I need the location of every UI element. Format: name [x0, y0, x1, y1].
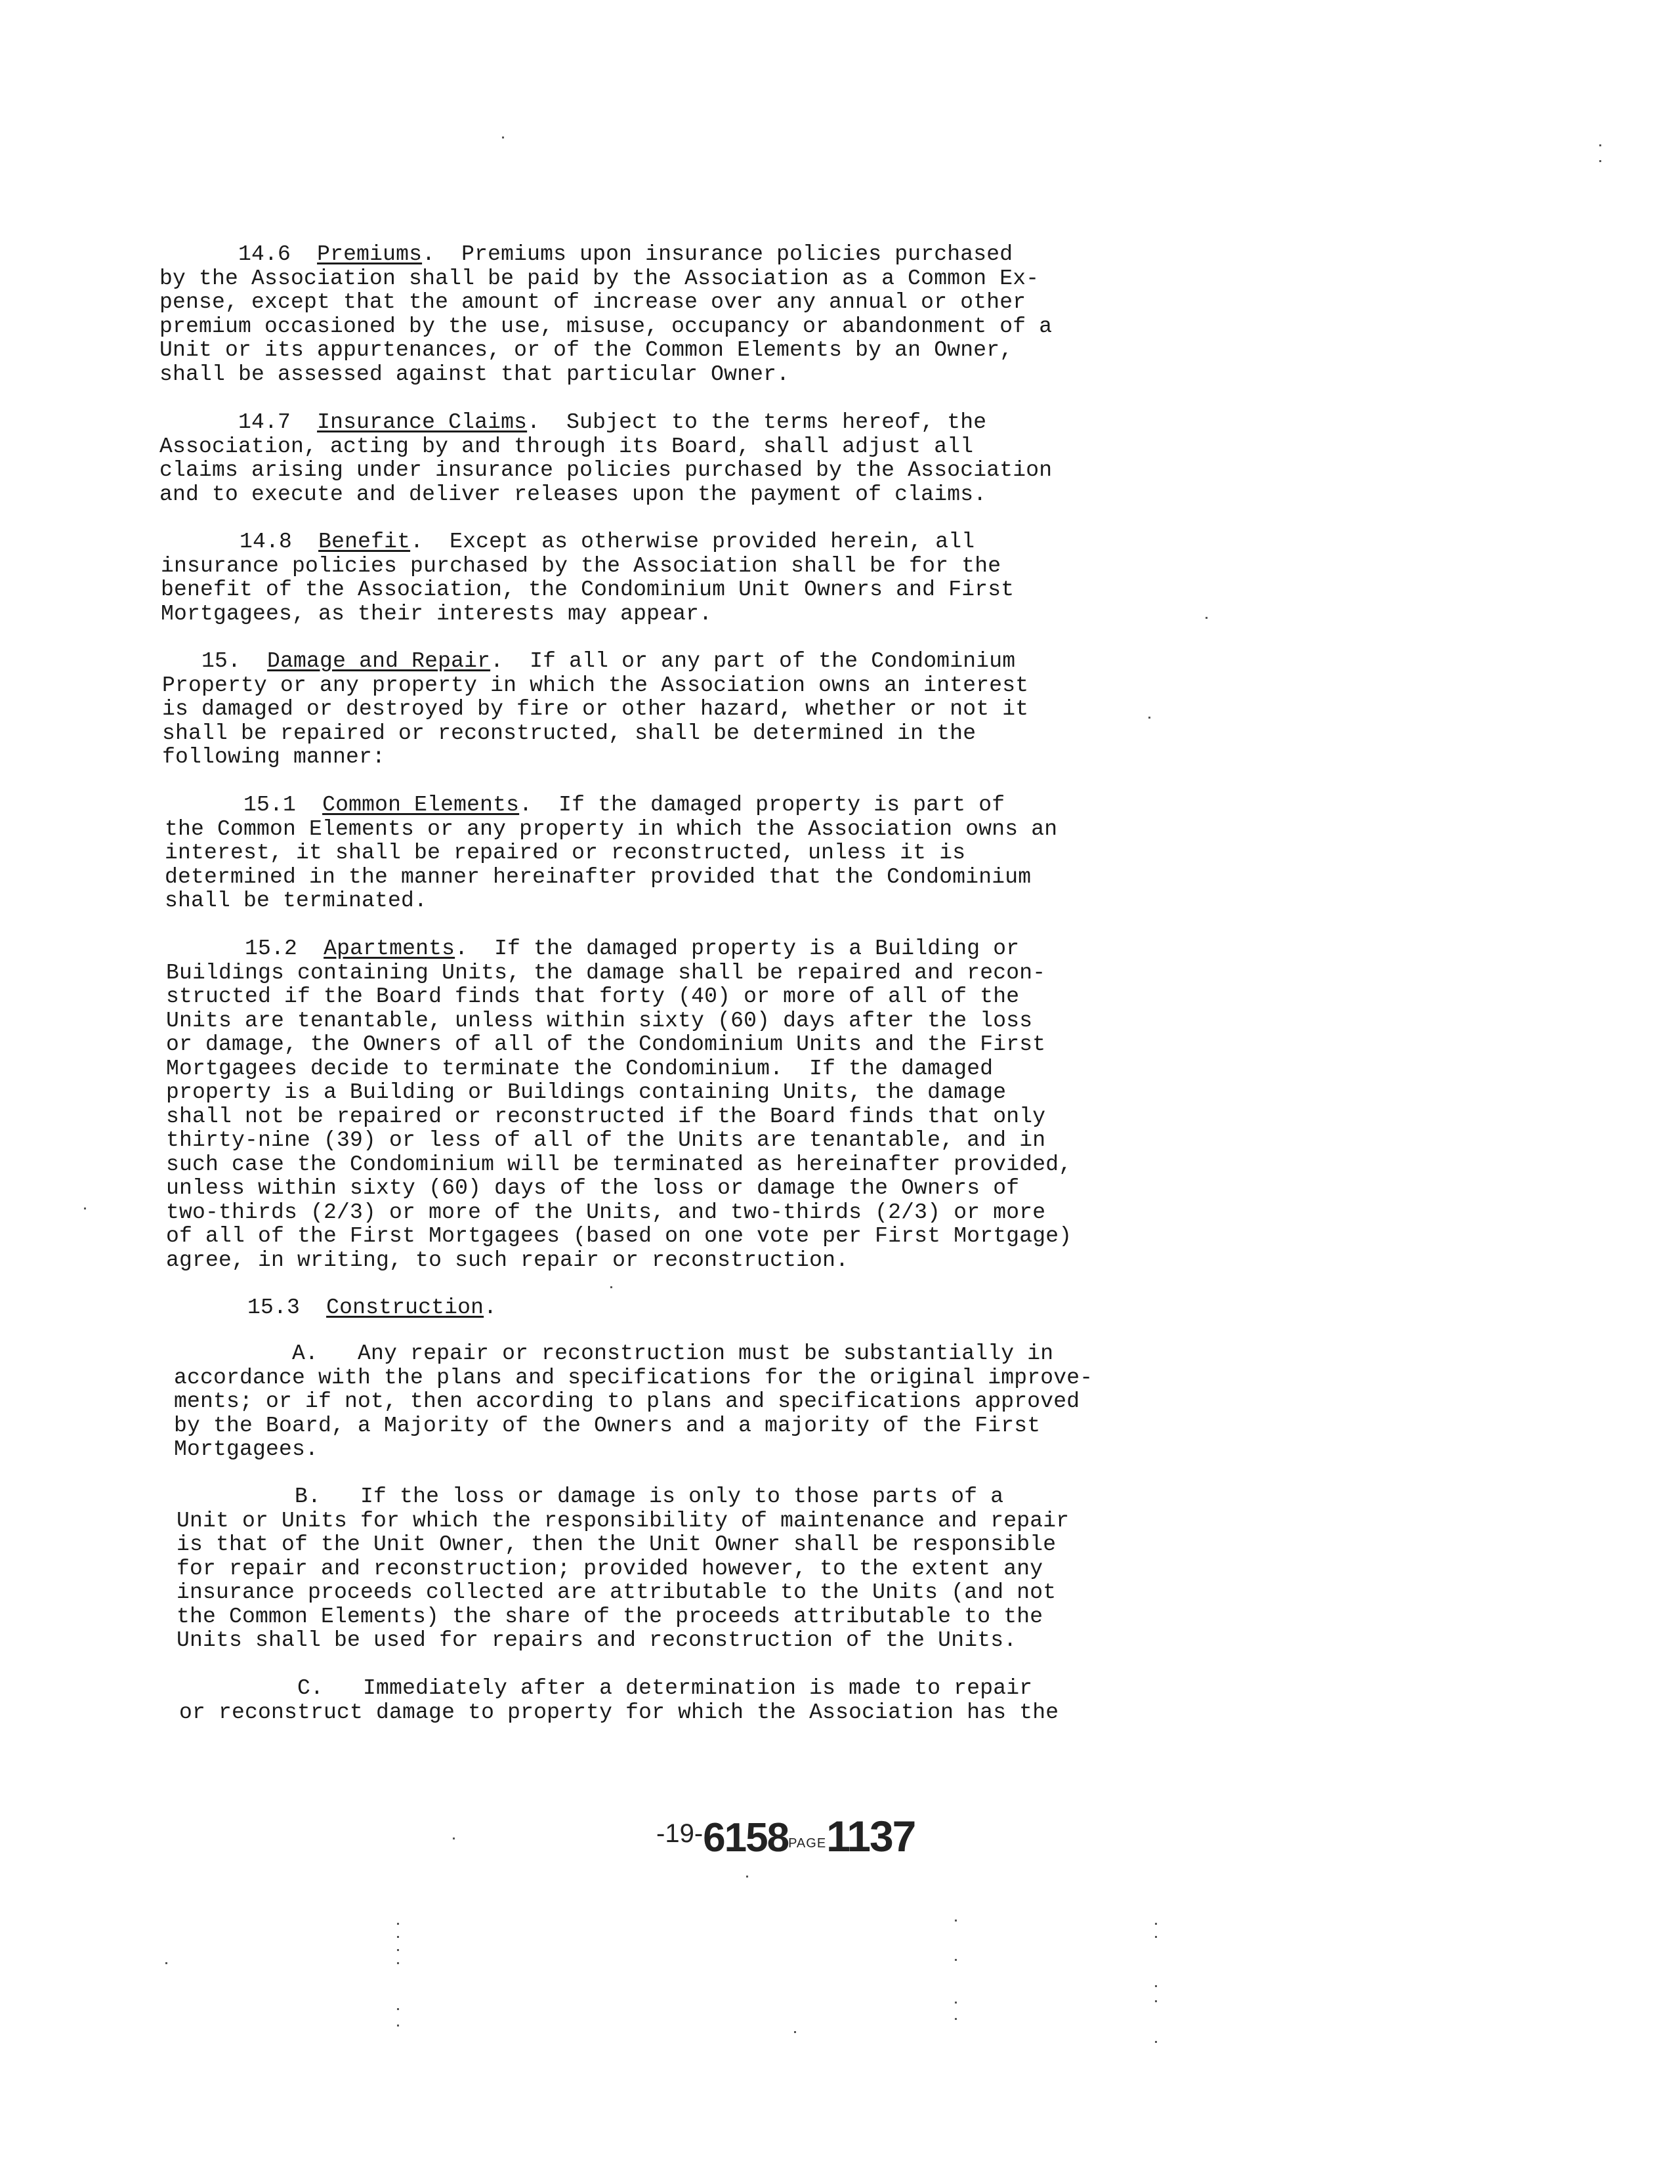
- scan-speck: [84, 1208, 86, 1209]
- para-15-3-a-line: ments; or if not, then according to plans and specifications approved: [174, 1389, 1080, 1414]
- scan-speck: [955, 2002, 957, 2004]
- para-15-line: shall be repaired or reconstructed, shall be determined in the: [162, 721, 976, 746]
- page-word: PAGE: [788, 1836, 827, 1851]
- scan-speck: [794, 2031, 796, 2033]
- para-15-line: is damaged or destroyed by fire or other hazard, whether or not it: [162, 697, 1029, 721]
- para-14-6-line: Unit or its appurtenances, or of the Common Elements by an Owner,: [159, 338, 1013, 362]
- scan-speck: [453, 1838, 455, 1839]
- para-15-3-a-line: by the Board, a Majority of the Owners and a majority of the First: [174, 1413, 1041, 1438]
- para-15-2-line: Mortgagees decide to terminate the Condominium. If the damaged: [166, 1056, 994, 1081]
- para-14-7-line: Association, acting by and through its Board, shall adjust all: [159, 434, 974, 459]
- scan-speck: [955, 1920, 957, 1922]
- para-14-6-line: shall be assessed against that particular Owner.: [159, 362, 790, 387]
- para-15-1-number: 15.1: [243, 793, 297, 817]
- para-15-2-line: such case the Condominium will be terminated as hereinafter provided,: [166, 1152, 1072, 1177]
- paragraph-14-8: 14.8 Benefit. Except as otherwise provided herein, all insurance policies purchased by the Association shall be for the benefit of the Association, the Condominium Unit Owners and First Mortgagees, as their interests may appear.: [161, 530, 1015, 626]
- para-15-3-b-line: Units shall be used for repairs and reconstruction of the Units.: [177, 1628, 1017, 1652]
- scan-speck: [397, 1936, 399, 1938]
- para-14-6-number: 14.6: [238, 242, 291, 266]
- para-15-1-line: the Common Elements or any property in which the Association owns an: [165, 816, 1058, 841]
- paragraph-15: 15. Damage and Repair. If all or any part of the Condominium Property or any property in which the Association owns an interest is damaged or destroyed by fire or other hazard, whether or not it shall be repaired or reconstructed, shall be determined in the following manner:: [162, 649, 1029, 769]
- paragraph-15-3-c: C. Immediately after a determination is made to repair or reconstruct damage to property for which the Association has the: [179, 1676, 1059, 1725]
- para-15-line: Property or any property in which the Association owns an interest: [162, 673, 1029, 698]
- page-number: 1137: [826, 1812, 915, 1860]
- para-15-2-line: structed if the Board finds that forty (40) or more of all of the: [166, 984, 1020, 1009]
- scan-speck: [1206, 617, 1208, 619]
- scan-speck: [397, 1949, 399, 1951]
- para-14-8-heading: Benefit: [318, 530, 411, 554]
- para-15-3-b-line: insurance proceeds collected are attributable to the Units (and not: [177, 1580, 1057, 1605]
- para-14-8-number: 14.8: [240, 530, 293, 554]
- scan-speck: [397, 2008, 399, 2010]
- para-15-3-a-number: A.: [292, 1341, 319, 1366]
- para-14-7-heading: Insurance Claims: [317, 410, 528, 434]
- para-15-2-line: thirty-nine (39) or less of all of the Units are tenantable, and in: [166, 1128, 1046, 1152]
- para-14-7-line: claims arising under insurance policies purchased by the Association: [159, 458, 1053, 482]
- para-15-2-line: unless within sixty (60) days of the loss or damage the Owners of: [166, 1176, 1020, 1200]
- para-15-3-c-line: or reconstruct damage to property for which the Association has the: [179, 1700, 1059, 1725]
- scan-speck: [610, 1286, 612, 1288]
- para-14-6-line: pense, except that the amount of increase over any annual or other: [159, 290, 1026, 314]
- paragraph-15-3: 15.3 Construction.: [247, 1295, 497, 1320]
- para-15-2-line: agree, in writing, to such repair or reconstruction.: [166, 1248, 849, 1272]
- paragraph-15-1: 15.1 Common Elements. If the damaged property is part of the Common Elements or any property in which the Association owns an interest, it shall be repaired or reconstructed, unless it is determined in the manner hereinafter provided that the Condominium shall be terminated.: [165, 793, 1058, 913]
- para-15-2-heading: Apartments: [324, 936, 455, 961]
- scan-speck: [1155, 2041, 1157, 2043]
- paragraph-15-3-b: B. If the loss or damage is only to those parts of a Unit or Units for which the responsibility of maintenance and repair is that of the Unit Owner, then the Unit Owner shall be responsible for repair and reconstruction; provided however, to the extent any insurance proceeds collected are attributable to the Units (and not the Common Elements) the share of the proceeds attributable to the Units shall be used for repairs and reconstruction of the Units.: [177, 1484, 1070, 1652]
- para-14-6-line: premium occasioned by the use, misuse, occupancy or abandonment of a: [159, 314, 1053, 339]
- para-14-6-heading: Premiums: [317, 242, 423, 266]
- scan-speck: [1155, 2000, 1157, 2002]
- para-14-8-line: Mortgagees, as their interests may appear.: [161, 601, 713, 626]
- scan-speck: [1599, 160, 1601, 162]
- scan-speck: [397, 1962, 399, 1964]
- scan-speck: [1155, 1923, 1157, 1925]
- para-14-7-number: 14.7: [238, 410, 291, 434]
- para-15-3-b-line: is that of the Unit Owner, then the Unit Owner shall be responsible: [177, 1532, 1057, 1557]
- paragraph-15-2: 15.2 Apartments. If the damaged property is a Building or Buildings containing Units, the damage shall be repaired and recon- structed if the Board finds that forty (40) or more of all of the Units are tenantable, unless within sixty (60) days after the loss or damage, the Owners of all of the Condominium Units and the First Mortgagees decide to terminate the Condominium. If the damaged property is a Building or Buildings containing Units, the damage shall not be repaired or reconstructed if the Board finds that only thirty-nine (39) or less of all of the Units are tenantable, and in such case the Condominium will be terminated as hereinafter provided, unless within sixty (60) days of the loss or damage the Owners of two-thirds (2/3) or more of the Units, and two-thirds (2/3) or more of all of the First Mortgagees (based on one vote per First Mortgage) agree, in writing, to such repair or reconstruction.: [166, 936, 1072, 1272]
- para-15-2-line: two-thirds (2/3) or more of the Units, and two-thirds (2/3) or more: [166, 1200, 1046, 1225]
- scan-speck: [1148, 717, 1150, 719]
- scan-speck: [165, 1962, 167, 1964]
- scan-speck: [1155, 1985, 1157, 1987]
- para-15-3-b-line: the Common Elements) the share of the proceeds attributable to the: [177, 1604, 1043, 1629]
- scan-speck: [397, 1923, 399, 1925]
- paragraph-14-6: [159, 243, 1052, 387]
- para-15-3-heading: Construction: [326, 1295, 484, 1320]
- para-14-8-line: insurance policies purchased by the Association shall be for the: [161, 553, 1001, 578]
- para-14-7-line: and to execute and deliver releases upon the payment of claims.: [159, 482, 987, 507]
- para-15-2-line: of all of the First Mortgagees (based on one vote per First Mortgage): [166, 1224, 1072, 1248]
- para-14-6-line-1: 14.6 Premiums. Premiums upon insurance policies purchased: [238, 242, 1013, 266]
- scan-speck: [502, 136, 504, 138]
- para-15-2-line: property is a Building or Buildings containing Units, the damage: [166, 1080, 1007, 1104]
- para-15-2-line: shall not be repaired or reconstructed if the Board finds that only: [166, 1104, 1046, 1129]
- para-15-1-line: determined in the manner hereinafter provided that the Condominium: [165, 864, 1032, 889]
- para-15-heading: Damage and Repair: [267, 649, 491, 673]
- para-15-1-heading: Common Elements: [322, 793, 520, 817]
- para-15-3-b-line: for repair and reconstruction; provided however, to the extent any: [177, 1556, 1043, 1581]
- para-15-3-a-line: accordance with the plans and specifications for the original improve-: [174, 1365, 1093, 1390]
- scan-speck: [955, 1959, 957, 1961]
- book-number: 6158: [703, 1815, 789, 1860]
- para-14-8-line: benefit of the Association, the Condominium Unit Owners and First: [161, 578, 1015, 602]
- scan-speck: [746, 1876, 748, 1878]
- para-15-1-line: interest, it shall be repaired or reconstructed, unless it is: [165, 841, 966, 865]
- para-15-3-b-number: B.: [295, 1484, 322, 1509]
- paragraph-15-3-a: A. Any repair or reconstruction must be substantially in accordance with the plans and specifications for the original improve- ments; or if not, then according to plans and specifications approved by the Board, a Majority of the Owners and a majority of the First Mortgagees.: [174, 1341, 1093, 1461]
- paragraph-14-7: 14.7 Insurance Claims. Subject to the terms hereof, the Association, acting by and through its Board, shall adjust all claims arising under insurance policies purchased by the Association and to execute and deliver releases upon the payment of claims.: [159, 410, 1053, 507]
- para-15-3-number: 15.3: [247, 1295, 301, 1320]
- scan-speck: [397, 2025, 399, 2026]
- scan-speck: [1155, 1936, 1157, 1938]
- para-15-2-number: 15.2: [245, 936, 298, 961]
- page-footer: [656, 1811, 915, 1861]
- para-15-2-line: Buildings containing Units, the damage shall be repaired and recon-: [166, 960, 1046, 985]
- para-14-6-line: by the Association shall be paid by the Association as a Common Ex-: [159, 266, 1040, 291]
- scan-speck: [1599, 144, 1601, 146]
- para-15-3-c-number: C.: [297, 1676, 324, 1700]
- para-15-1-line: shall be terminated.: [165, 889, 428, 913]
- para-15-2-line: Units are tenantable, unless within sixty (60) days after the loss: [166, 1008, 1033, 1033]
- para-15-3-b-line: Unit or Units for which the responsibility of maintenance and repair: [177, 1508, 1070, 1533]
- para-15-2-line: or damage, the Owners of all of the Condominium Units and the First: [166, 1032, 1046, 1057]
- para-15-line: following manner:: [162, 745, 386, 769]
- para-15-3-a-line: Mortgagees.: [174, 1437, 319, 1461]
- para-15-number: 15.: [201, 649, 242, 673]
- page-prefix: -19-: [656, 1819, 704, 1848]
- scan-speck: [955, 2018, 957, 2020]
